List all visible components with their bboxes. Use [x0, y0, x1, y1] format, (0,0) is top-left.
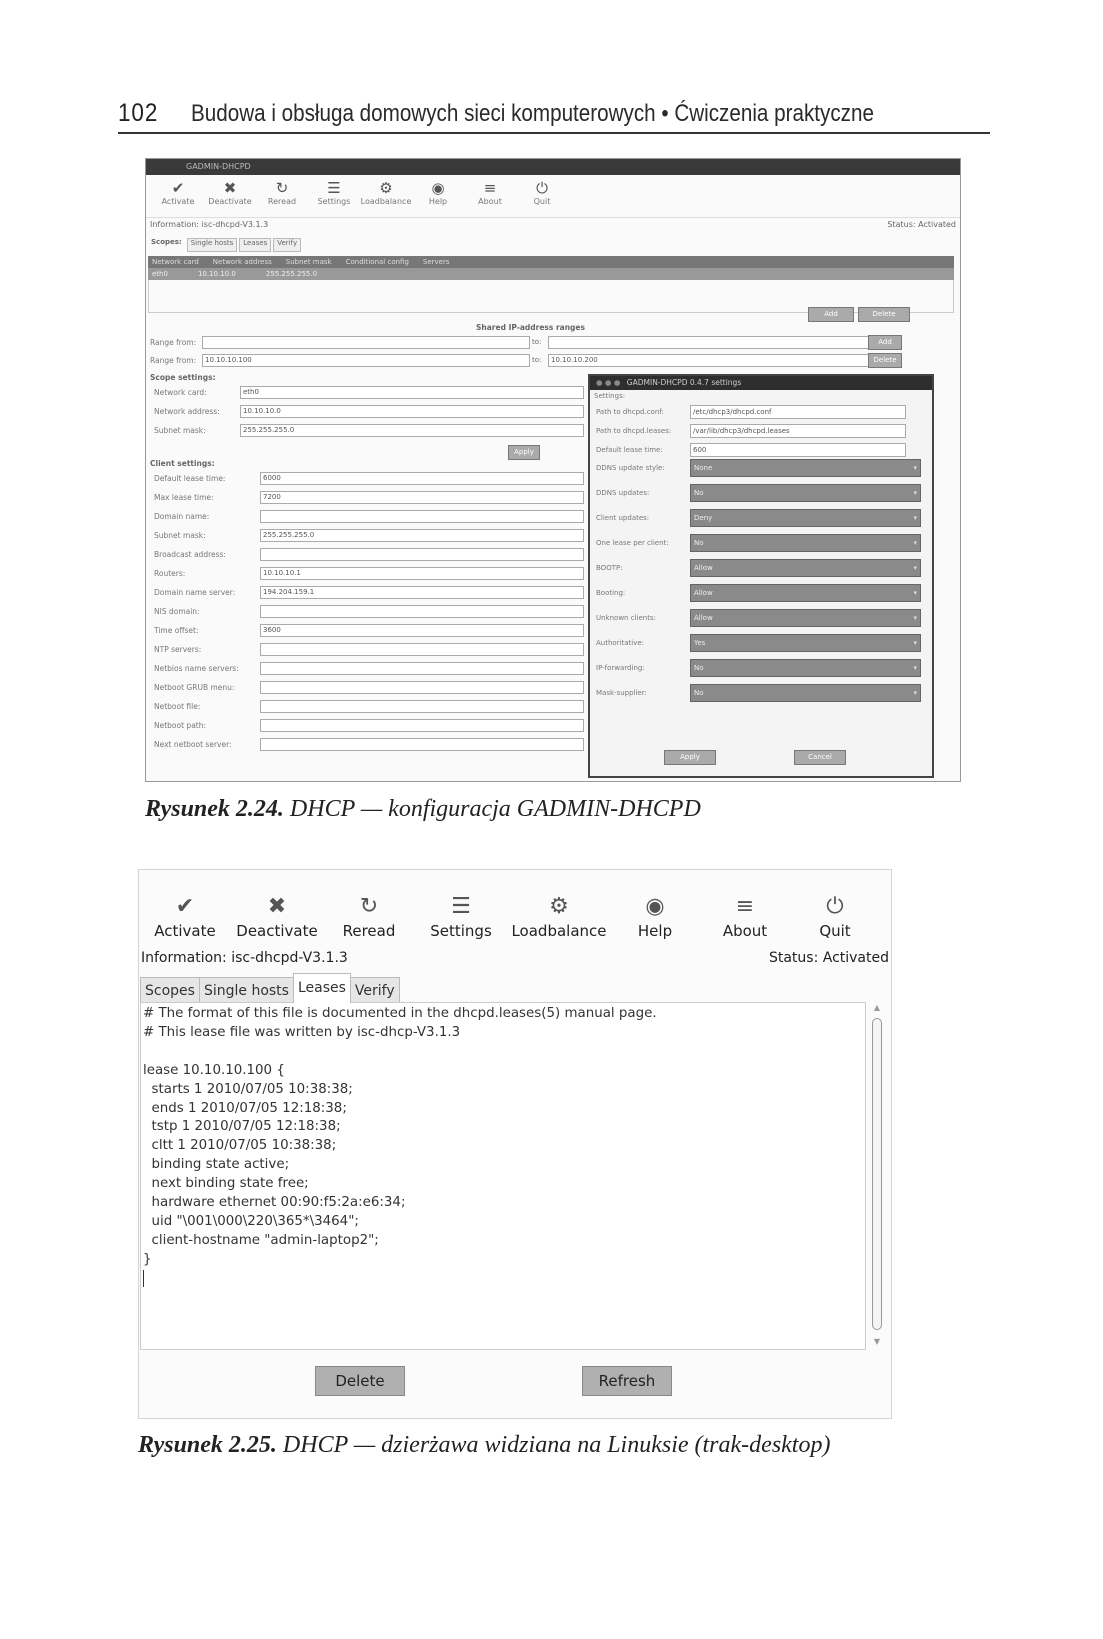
- client-field-row: [154, 680, 584, 694]
- dialog-input-row: [596, 423, 906, 439]
- client-field-input[interactable]: [260, 548, 584, 561]
- shared-ranges-label: Shared IP-address ranges: [476, 323, 585, 332]
- loadbalance-button[interactable]: ⚙ Loadbalance: [511, 894, 607, 940]
- scope-grid-row[interactable]: [148, 268, 954, 280]
- dialog-select-row: [596, 535, 921, 551]
- range-delete-button[interactable]: Delete: [868, 353, 902, 368]
- client-field-row: [154, 490, 584, 504]
- client-field-row: [154, 471, 584, 485]
- leases-content: # The format of this file is documented in the dhcpd.leases(5) manual page. # This lease file was written by isc-dhcp-V3.1.3 lease 10.10.10.100 { starts 1 2010/07/05 10:38:38; ends 1 2010/07/05 12:18:38; tstp 1 2010/07/05 12:18:38; cltt 1 2010/07/05 10:38:38; binding state active; next binding state free; hardware ethernet 00:90:f5:2a:e6:34; uid "\001\000\220\365*\3464"; client-hostname "admin-laptop2"; }: [141, 1003, 865, 1291]
- client-field-row: [154, 528, 584, 542]
- client-field-input[interactable]: 3600: [260, 624, 584, 637]
- client-field-input[interactable]: 10.10.10.1: [260, 567, 584, 580]
- dialog-input-row: [596, 404, 906, 420]
- scope-field-label: Network card:: [154, 387, 207, 397]
- status-text: Status: Activated: [768, 950, 889, 966]
- power-icon: ⏻: [536, 179, 548, 197]
- dialog-select-row: [596, 510, 921, 526]
- scope-field-row: [154, 423, 584, 437]
- client-field-label: Domain name:: [154, 511, 210, 521]
- to-label-2: to:: [532, 356, 542, 364]
- scrollbar-thumb[interactable]: [872, 1018, 882, 1330]
- dialog-select[interactable]: Allow ▾: [690, 609, 921, 627]
- dialog-select-label: DDNS update style:: [596, 464, 665, 472]
- client-settings-label: Client settings:: [150, 459, 215, 468]
- quit-button[interactable]: ⏻ Quit: [819, 894, 851, 940]
- grid-col: Network address: [212, 258, 272, 266]
- settings-dialog: [588, 374, 934, 778]
- client-field-label: Netboot path:: [154, 720, 207, 730]
- dialog-select-row: [596, 685, 921, 701]
- power-icon: ⏻: [826, 894, 844, 919]
- client-field-input[interactable]: [260, 643, 584, 656]
- fig1-tab-single-hosts[interactable]: Single hosts: [187, 238, 238, 252]
- cross-icon: ✖: [223, 179, 237, 197]
- client-field-input[interactable]: 7200: [260, 491, 584, 504]
- client-field-label: NIS domain:: [154, 606, 200, 616]
- tab-leases[interactable]: Leases: [293, 973, 351, 1003]
- client-field-row: [154, 623, 584, 637]
- caption-number: Rysunek 2.24.: [145, 796, 284, 822]
- dialog-select-label: Unknown clients:: [596, 614, 656, 622]
- grid-col: Subnet mask: [285, 258, 332, 266]
- settings-button[interactable]: ☰ Settings: [430, 894, 492, 940]
- client-field-label: Netboot file:: [154, 701, 201, 711]
- dialog-select-row: [596, 610, 921, 626]
- delete-scope-button[interactable]: Delete: [858, 307, 910, 322]
- range-from-input[interactable]: 10.10.10.100: [202, 354, 530, 367]
- scope-field-input[interactable]: eth0: [240, 386, 584, 399]
- dialog-select-row: [596, 460, 921, 476]
- leases-screenshot: [138, 869, 892, 1419]
- delete-button[interactable]: Delete: [315, 1366, 405, 1396]
- client-field-label: Time offset:: [154, 625, 199, 635]
- tab-bar: [140, 973, 399, 1003]
- fig1-tab-leases[interactable]: Leases: [239, 238, 271, 252]
- dialog-select-row: [596, 560, 921, 576]
- info-bar: [141, 946, 889, 970]
- client-field-row: [154, 585, 584, 599]
- dialog-settings-label: Settings:: [594, 392, 626, 400]
- client-field-label: NTP servers:: [154, 644, 202, 654]
- range-from-label-2: Range from:: [150, 355, 197, 365]
- fig1-loadbalance-button[interactable]: ⚙ Loadbalance: [360, 179, 412, 206]
- fig1-information: Information: isc-dhcpd-V3.1.3: [150, 220, 269, 229]
- vertical-scrollbar[interactable]: [870, 1002, 884, 1348]
- fig1-tab-verify[interactable]: Verify: [273, 238, 301, 252]
- scope-grid-header: [148, 256, 954, 268]
- dialog-cancel-button[interactable]: Cancel: [794, 750, 846, 765]
- dialog-select[interactable]: Yes ▾: [690, 634, 921, 652]
- client-field-label: Broadcast address:: [154, 549, 226, 559]
- client-field-input[interactable]: [260, 510, 584, 523]
- client-field-input[interactable]: [260, 738, 584, 751]
- loadbalance-icon: ⚙: [549, 894, 569, 919]
- client-field-label: Subnet mask:: [154, 530, 206, 540]
- scroll-down-icon[interactable]: ▼: [873, 1337, 881, 1346]
- client-field-input[interactable]: [260, 605, 584, 618]
- range-to-input[interactable]: 10.10.10.200: [548, 354, 876, 367]
- fig1-reread-button[interactable]: ↻ Reread: [256, 175, 308, 217]
- dialog-title-bar: [590, 376, 932, 390]
- client-field-row: [154, 642, 584, 656]
- client-field-row: [154, 661, 584, 675]
- window-controls-icon[interactable]: ● ● ●: [596, 378, 621, 387]
- help-button[interactable]: ◉ Help: [637, 894, 673, 940]
- fig1-status: Status: Activated: [887, 220, 956, 229]
- dialog-select-label: BOOTP:: [596, 564, 623, 572]
- dialog-select[interactable]: Allow ▾: [690, 584, 921, 602]
- grid-col: Servers: [422, 258, 450, 266]
- dialog-select-label: Client updates:: [596, 514, 650, 522]
- client-field-row: [154, 699, 584, 713]
- dialog-select-label: DDNS updates:: [596, 489, 650, 497]
- range-from-label: Range from:: [150, 337, 197, 347]
- dialog-input[interactable]: /etc/dhcp3/dhcpd.conf: [690, 405, 906, 419]
- dialog-input-label: Default lease time:: [596, 446, 663, 454]
- fig1-quit-button[interactable]: ⏻ Quit: [516, 175, 568, 217]
- page-header: [118, 98, 990, 134]
- grid-cell: 255.255.255.0: [265, 270, 318, 278]
- client-field-label: Netboot GRUB menu:: [154, 682, 235, 692]
- about-icon: ≡: [483, 179, 497, 197]
- main-toolbar: [139, 870, 891, 946]
- tab-scopes[interactable]: Scopes: [140, 977, 200, 1003]
- client-field-row: [154, 604, 584, 618]
- dialog-select[interactable]: Deny ▾: [690, 509, 921, 527]
- client-field-input[interactable]: 255.255.255.0: [260, 529, 584, 542]
- scope-field-label: Network address:: [154, 406, 220, 416]
- fig1-toolbar: [146, 175, 960, 218]
- client-field-row: [154, 509, 584, 523]
- refresh-button[interactable]: Refresh: [582, 1366, 672, 1396]
- dialog-select-row: [596, 635, 921, 651]
- client-field-input[interactable]: [260, 681, 584, 694]
- dialog-select-row: [596, 585, 921, 601]
- scope-field-label: Subnet mask:: [154, 425, 206, 435]
- cross-icon: ✖: [267, 894, 287, 919]
- client-field-input[interactable]: [260, 700, 584, 713]
- client-field-label: Routers:: [154, 568, 186, 578]
- help-icon: ◉: [645, 894, 665, 919]
- client-field-input[interactable]: [260, 719, 584, 732]
- dialog-select[interactable]: No ▾: [690, 484, 921, 502]
- client-field-label: Domain name server:: [154, 587, 236, 597]
- fig1-activate-button[interactable]: ✔ Activate: [152, 175, 204, 217]
- scope-field-input[interactable]: 10.10.10.0: [240, 405, 584, 418]
- dialog-select-label: Mask-supplier:: [596, 689, 647, 697]
- about-button[interactable]: ≡ About: [722, 894, 768, 940]
- range-to-input-empty[interactable]: [548, 336, 876, 349]
- client-field-input[interactable]: 6000: [260, 472, 584, 485]
- scope-apply-button[interactable]: Apply: [508, 445, 540, 460]
- dialog-select-label: Booting:: [596, 589, 626, 597]
- caption-text: DHCP — konfiguracja GADMIN-DHCPD: [289, 796, 701, 822]
- tab-single-hosts[interactable]: Single hosts: [199, 977, 294, 1003]
- fig1-tabs: [146, 234, 960, 252]
- client-field-row: [154, 547, 584, 561]
- about-icon: ≡: [735, 894, 755, 919]
- grid-col: Conditional config: [345, 258, 409, 266]
- check-icon: ✔: [175, 894, 195, 919]
- dialog-select[interactable]: No ▾: [690, 684, 921, 702]
- range-from-input-empty[interactable]: [202, 336, 530, 349]
- help-icon: ◉: [431, 179, 445, 197]
- fig1-help-button[interactable]: ◉ Help: [412, 175, 464, 217]
- scope-field-row: [154, 404, 584, 418]
- client-field-label: Next netboot server:: [154, 739, 232, 749]
- tab-verify[interactable]: Verify: [350, 977, 400, 1003]
- dialog-select[interactable]: None ▾: [690, 459, 921, 477]
- fig1-info-bar: [146, 218, 960, 234]
- dialog-input[interactable]: /var/lib/dhcp3/dhcpd.leases: [690, 424, 906, 438]
- dialog-input-label: Path to dhcpd.leases:: [596, 427, 672, 435]
- gadmin-settings-screenshot: [145, 158, 961, 782]
- page-number: 102: [118, 99, 159, 127]
- add-scope-button[interactable]: Add: [808, 307, 854, 322]
- scroll-up-icon[interactable]: ▲: [873, 1003, 881, 1012]
- refresh-icon: ↻: [359, 894, 379, 919]
- dialog-input-label: Path to dhcpd.conf:: [596, 408, 664, 416]
- dialog-apply-button[interactable]: Apply: [664, 750, 716, 765]
- to-label: to:: [532, 338, 542, 346]
- caption-text: DHCP — dzierżawa widziana na Linuksie (trak-desktop): [282, 1432, 831, 1458]
- dialog-title: GADMIN-DHCPD 0.4.7 settings: [626, 378, 742, 387]
- dialog-input-row: [596, 442, 906, 458]
- dialog-select-row: [596, 660, 921, 676]
- settings-icon: ☰: [327, 179, 341, 197]
- text-cursor: [143, 1270, 144, 1287]
- deactivate-button[interactable]: ✖ Deactivate: [236, 894, 318, 940]
- settings-icon: ☰: [451, 894, 471, 919]
- refresh-icon: ↻: [275, 179, 289, 197]
- grid-cell: 10.10.10.0: [197, 270, 236, 278]
- information-text: Information: isc-dhcpd-V3.1.3: [141, 950, 348, 966]
- client-field-row: [154, 718, 584, 732]
- client-field-label: Default lease time:: [154, 473, 226, 483]
- dialog-select[interactable]: No ▾: [690, 534, 921, 552]
- window-title: GADMIN-DHCPD: [146, 159, 960, 175]
- grid-col: Network card: [152, 258, 199, 266]
- loadbalance-icon: ⚙: [379, 179, 393, 197]
- figure-caption-2-24: [145, 796, 701, 823]
- dialog-select[interactable]: No ▾: [690, 659, 921, 677]
- grid-cell: eth0: [152, 270, 168, 278]
- client-field-label: Netbios name servers:: [154, 663, 239, 673]
- client-field-row: [154, 737, 584, 751]
- reread-button[interactable]: ↻ Reread: [342, 894, 396, 940]
- client-field-input[interactable]: [260, 662, 584, 675]
- fig1-tab-scopes[interactable]: Scopes:: [151, 238, 182, 246]
- fig1-deactivate-button[interactable]: ✖ Deactivate: [204, 175, 256, 217]
- dialog-select[interactable]: Allow ▾: [690, 559, 921, 577]
- leases-text-area[interactable]: [140, 1002, 866, 1350]
- client-field-label: Max lease time:: [154, 492, 214, 502]
- fig1-about-button[interactable]: ≡ About: [464, 175, 516, 217]
- client-field-row: [154, 566, 584, 580]
- activate-button[interactable]: ✔ Activate: [154, 894, 216, 940]
- check-icon: ✔: [171, 179, 185, 197]
- figure-caption-2-25: [138, 1432, 830, 1459]
- page-header-title: Budowa i obsługa domowych sieci komputerowych • Ćwiczenia praktyczne: [190, 100, 874, 127]
- range-add-button[interactable]: Add: [868, 335, 902, 350]
- dialog-select-label: IP-forwarding:: [596, 664, 645, 672]
- dialog-select-label: Authoritative:: [596, 639, 645, 647]
- scope-settings-label: Scope settings:: [150, 373, 216, 382]
- dialog-select-row: [596, 485, 921, 501]
- client-field-input[interactable]: 194.204.159.1: [260, 586, 584, 599]
- dialog-select-label: One lease per client:: [596, 539, 669, 547]
- fig1-settings-button[interactable]: ☰ Settings: [308, 175, 360, 217]
- caption-number: Rysunek 2.25.: [138, 1432, 277, 1458]
- scope-field-row: [154, 385, 584, 399]
- scope-field-input[interactable]: 255.255.255.0: [240, 424, 584, 437]
- dialog-input[interactable]: 600: [690, 443, 906, 457]
